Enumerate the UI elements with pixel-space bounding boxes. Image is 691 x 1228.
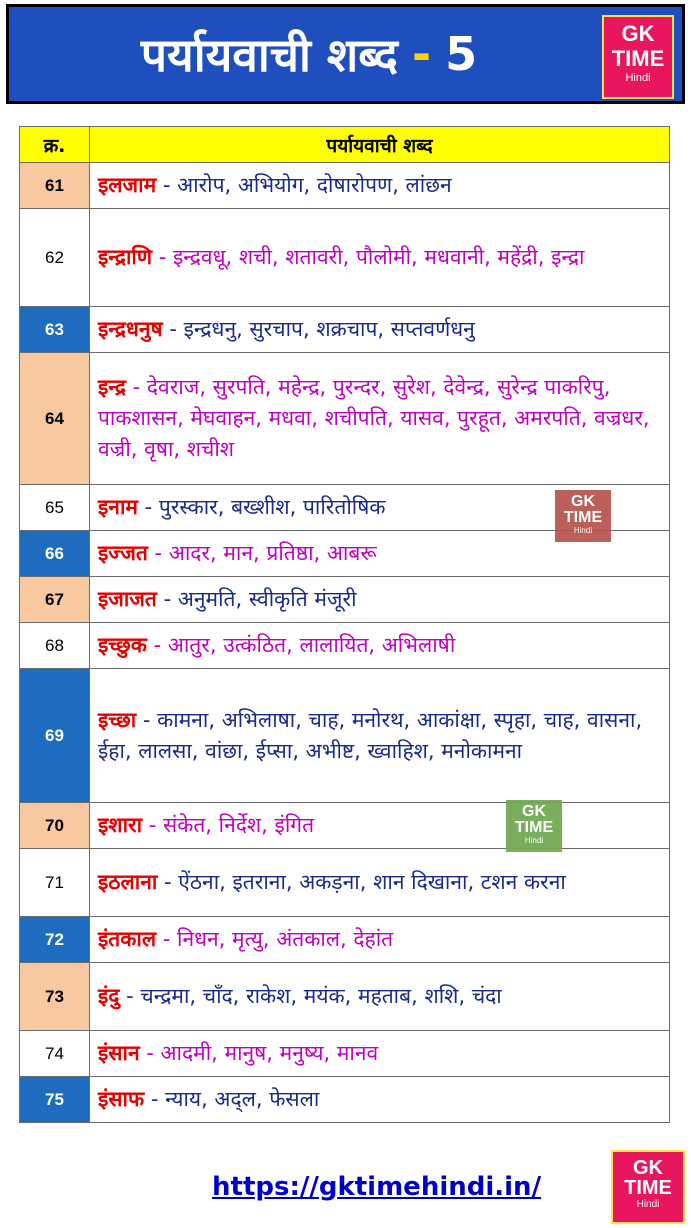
row-number: 63 [20,307,90,353]
separator: - [125,375,147,399]
title-text: पर्यायवाची शब्द [140,28,398,82]
separator: - [139,1041,161,1065]
headword: इन्द्र [98,375,126,399]
row-number: 61 [20,163,90,209]
headword: इच्छुक [98,633,147,657]
logo-line-1: GK [522,803,546,820]
synonym-list: निधन, मृत्यु, अंतकाल, देहांत [177,927,394,951]
synonym-cell [90,209,670,307]
logo-line-3: Hindi [573,526,593,535]
synonym-list: आदमी, मानुष, मनुष्य, मानव [160,1041,379,1065]
headword: इंसाफ [98,1087,145,1111]
gk-time-logo [602,15,674,99]
headword: इलजाम [98,173,157,197]
row-number: 74 [20,1031,90,1077]
row-number: 71 [20,849,90,917]
row-number: 66 [20,531,90,577]
synonym-list: देवराज, सुरपति, महेन्द्र, पुरन्दर, सुरेश, देवेन्द्र, सुरेन्द्र पाकरिपु, पाकशासन, मेघवाहन, मधवा, शचीपति, यासव, पुरहूत, अमरपति, वज्रधर, वज्री, वृषा, शचीश [98,375,650,461]
logo-line-3: Hindi [636,1199,660,1210]
row-number: 64 [20,353,90,485]
headword: इच्छा [98,707,137,732]
headword: इनाम [98,495,138,519]
synonym-cell [90,963,670,1031]
synonym-list: ऐंठना, इतराना, अकड़ना, शान दिखाना, टशन करना [178,870,566,894]
row-number: 70 [20,803,90,849]
row-number: 62 [20,209,90,307]
row-number: 68 [20,623,90,669]
logo-line-3: Hindi [625,72,651,84]
separator: - [156,927,178,951]
headword: इज्जत [98,541,148,565]
synonym-cell [90,1031,670,1077]
separator: - [136,707,158,732]
synonym-list: आरोप, अभियोग, दोषारोपण, लांछन [177,173,452,197]
synonym-cell [90,577,670,623]
page-header [6,4,685,104]
separator: - [119,984,141,1008]
headword: इंदु [98,984,120,1008]
synonym-cell [90,1077,670,1123]
website-link[interactable]: https://gktimehindi.in/ [212,1172,542,1202]
synonym-cell [90,163,670,209]
logo-line-2: TIME [611,46,665,71]
headword: इठलाना [98,870,158,894]
table-row [20,307,670,353]
page-title [9,7,609,101]
headword: इंतकाल [98,927,157,951]
synonym-list: इन्द्रधनु, सुरचाप, शक्रचाप, सप्तवर्णधनु [183,317,475,341]
separator: - [156,587,178,611]
separator: - [146,633,168,657]
synonyms-table [19,126,670,1123]
headword: इशारा [98,813,143,837]
table-row [20,577,670,623]
column-header-words: पर्यायवाची शब्द [90,127,670,163]
synonym-list: पुरस्कार, बख्शीश, पारितोषिक [158,495,386,519]
synonym-cell [90,849,670,917]
synonym-cell [90,803,670,849]
logo-line-2: TIME [563,509,603,526]
title-part-number: 5 [445,27,478,81]
table-row [20,849,670,917]
separator: - [142,813,163,837]
headword: इन्द्रधनुष [98,317,163,341]
synonym-list: चन्द्रमा, चाँद, राकेश, मयंक, महताब, शशि, चंदा [140,984,502,1008]
separator: - [137,495,159,519]
table-row [20,963,670,1031]
row-number: 65 [20,485,90,531]
gk-time-watermark-logo [506,800,562,852]
gk-time-footer-logo [611,1150,685,1224]
synonym-cell [90,623,670,669]
headword: इन्द्राणि [98,245,153,269]
headword: इजाजत [98,587,157,611]
row-number: 75 [20,1077,90,1123]
table-row [20,353,670,485]
logo-line-1: GK [633,1157,663,1179]
synonym-cell [90,917,670,963]
title-dash: - [411,27,432,81]
separator: - [152,245,173,269]
table-row [20,209,670,307]
synonym-list: अनुमति, स्वीकृति मंजूरी [177,587,357,611]
synonym-list: न्याय, अद्ल, फेसला [165,1087,320,1111]
logo-line-1: GK [621,21,655,46]
table-row [20,803,670,849]
table-row [20,1077,670,1123]
separator: - [147,541,169,565]
logo-line-2: TIME [624,1177,672,1199]
table-header-row [20,127,670,163]
row-number: 72 [20,917,90,963]
logo-line-3: Hindi [524,836,544,845]
table-row [20,669,670,803]
row-number: 73 [20,963,90,1031]
separator: - [144,1087,166,1111]
logo-line-1: GK [571,493,595,510]
synonym-list: संकेत, निर्देश, इंगित [163,813,315,837]
synonym-cell [90,669,670,803]
table-row [20,1031,670,1077]
synonym-list: आदर, मान, प्रतिष्ठा, आबरू [168,541,377,565]
logo-line-2: TIME [514,819,554,836]
synonym-list: इन्द्रवधू, शची, शतावरी, पौलोमी, मधवानी, महेंद्री, इन्द्रा [172,245,585,269]
gk-time-watermark-logo [555,490,611,542]
table-row [20,623,670,669]
synonym-cell [90,307,670,353]
row-number: 67 [20,577,90,623]
separator: - [156,173,178,197]
separator: - [162,317,184,341]
synonym-cell [90,353,670,485]
synonym-list: आतुर, उत्कंठित, लालायित, अभिलाषी [167,633,456,657]
table-row [20,917,670,963]
row-number: 69 [20,669,90,803]
synonym-list: कामना, अभिलाषा, चाह, मनोरथ, आकांक्षा, स्पृहा, चाह, वासना, ईहा, लालसा, वांछा, ईप्सा, अभीष्ट, ख्वाहिश, मनोकामना [98,707,643,763]
headword: इंसान [98,1041,140,1065]
table-row [20,163,670,209]
column-header-number: क्र. [20,127,90,163]
separator: - [157,870,179,894]
